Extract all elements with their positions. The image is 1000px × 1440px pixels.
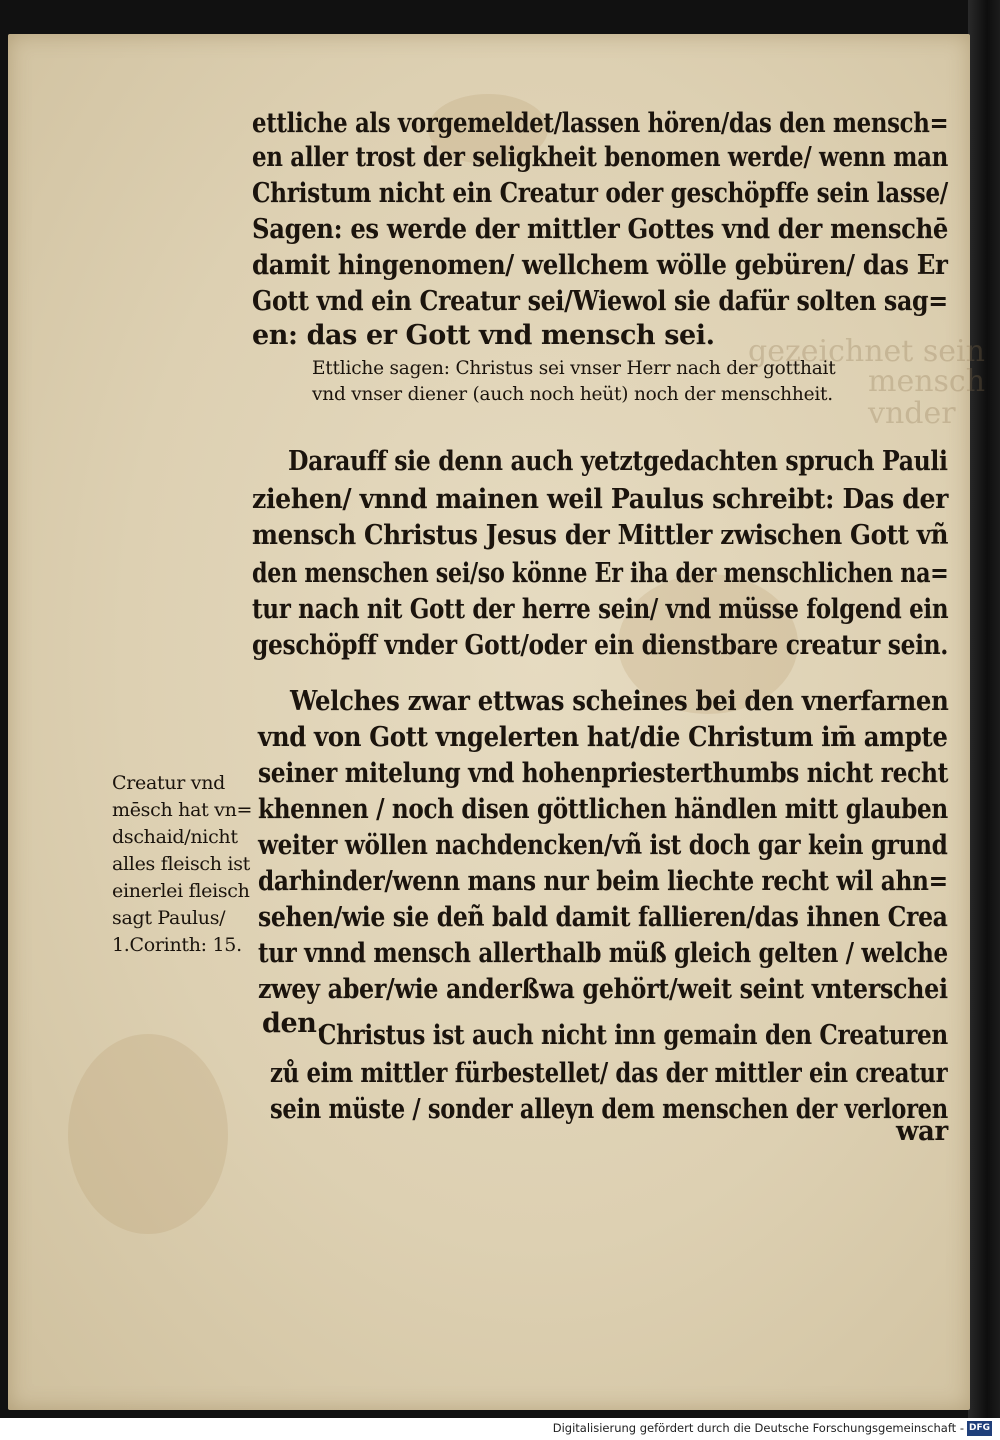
text-line: Sagen: es werde der mittler Gottes vnd der menschē: [252, 214, 949, 245]
text-line: sehen/wie sie deñ bald damit fallieren/das ihnen Crea: [258, 902, 948, 933]
text-line: en aller trost der seligkheit benomen werde/ wenn man: [252, 142, 949, 173]
text-line: damit hingenomen/ wellchem wölle gebüren/ das Er: [252, 250, 948, 281]
text-line: tur nach nit Gott der herre sein/ vnd müsse folgend ein: [252, 594, 949, 625]
dfg-logo: DFG: [967, 1421, 992, 1436]
margin-note-line: einerlei fleisch: [112, 880, 250, 902]
text-line: ziehen/ vnnd mainen weil Paulus schreibt: Das der: [252, 484, 949, 515]
text-line: Christus ist auch nicht inn gemain den Creaturen: [318, 1020, 948, 1051]
text-line: tur vnnd mensch allerthalb müß gleich gelten / welche: [258, 938, 948, 969]
text-line: den.: [262, 1008, 326, 1039]
margin-note-line: alles fleisch ist: [112, 853, 250, 875]
text-line: sein müste / sonder alleyn dem menschen der verloren: [270, 1094, 948, 1125]
note-line: vnd vnser diener (auch noch heüt) noch der menschheit.: [312, 384, 833, 405]
text-line: en: das er Gott vnd mensch sei.: [252, 320, 715, 351]
text-line: mensch Christus Jesus der Mittler zwischen Gott vñ: [252, 520, 949, 551]
text-line: khennen / noch disen göttlichen händlen mitt glauben: [258, 794, 948, 825]
text-line: Welches zwar ettwas scheines bei den vnerfarnen: [290, 686, 949, 717]
text-line: ettliche als vorgemeldet/lassen hören/das den mensch=: [252, 108, 949, 139]
margin-note-line: 1.Corinth: 15.: [112, 934, 242, 956]
note-line: Ettliche sagen: Christus sei vnser Herr nach der gotthait: [312, 358, 836, 379]
text-line: den menschen sei/so könne Er iha der menschlichen na=: [252, 558, 949, 589]
funding-credit: Digitalisierung gefördert durch die Deutsche Forschungsgemeinschaft -: [552, 1421, 964, 1435]
text-line: zů eim mittler fürbestellet/ das der mittler ein creatur: [270, 1058, 948, 1089]
catchword: war: [896, 1116, 948, 1147]
page-edge-strip: [968, 0, 1000, 1418]
text-line: Gott vnd ein Creatur sei/Wiewol sie dafür solten sag=: [252, 286, 948, 317]
show-through-text: mensch: [868, 364, 986, 399]
paper-stain: [68, 1034, 228, 1234]
margin-note-line: dschaid/nicht: [112, 826, 238, 848]
margin-note-line: mēsch hat vn=: [112, 799, 253, 821]
text-line: vnd von Gott vngelerten hat/die Christum im̄ ampte: [258, 722, 948, 753]
text-line: zwey aber/wie anderßwa gehört/weit seint vnterschei: [258, 974, 948, 1005]
text-line: Darauff sie denn auch yetztgedachten spruch Pauli: [288, 446, 948, 477]
text-line: geschöpff vnder Gott/oder ein dienstbare creatur sein.: [252, 630, 949, 661]
text-line: Christum nicht ein Creatur oder geschöpffe sein lasse/: [252, 178, 948, 209]
text-line: darhinder/wenn mans nur beim liechte recht wil ahn=: [258, 866, 948, 897]
show-through-text: vnder: [868, 396, 956, 431]
margin-note-line: Creatur vnd: [112, 772, 226, 794]
text-line: weiter wöllen nachdencken/vñ ist doch gar kein grund: [258, 830, 948, 861]
text-line: seiner mitelung vnd hohenpriesterthumbs nicht recht: [258, 758, 949, 789]
show-through-text: gezeichnet sein: [748, 334, 985, 369]
margin-note-line: sagt Paulus/: [112, 907, 226, 929]
